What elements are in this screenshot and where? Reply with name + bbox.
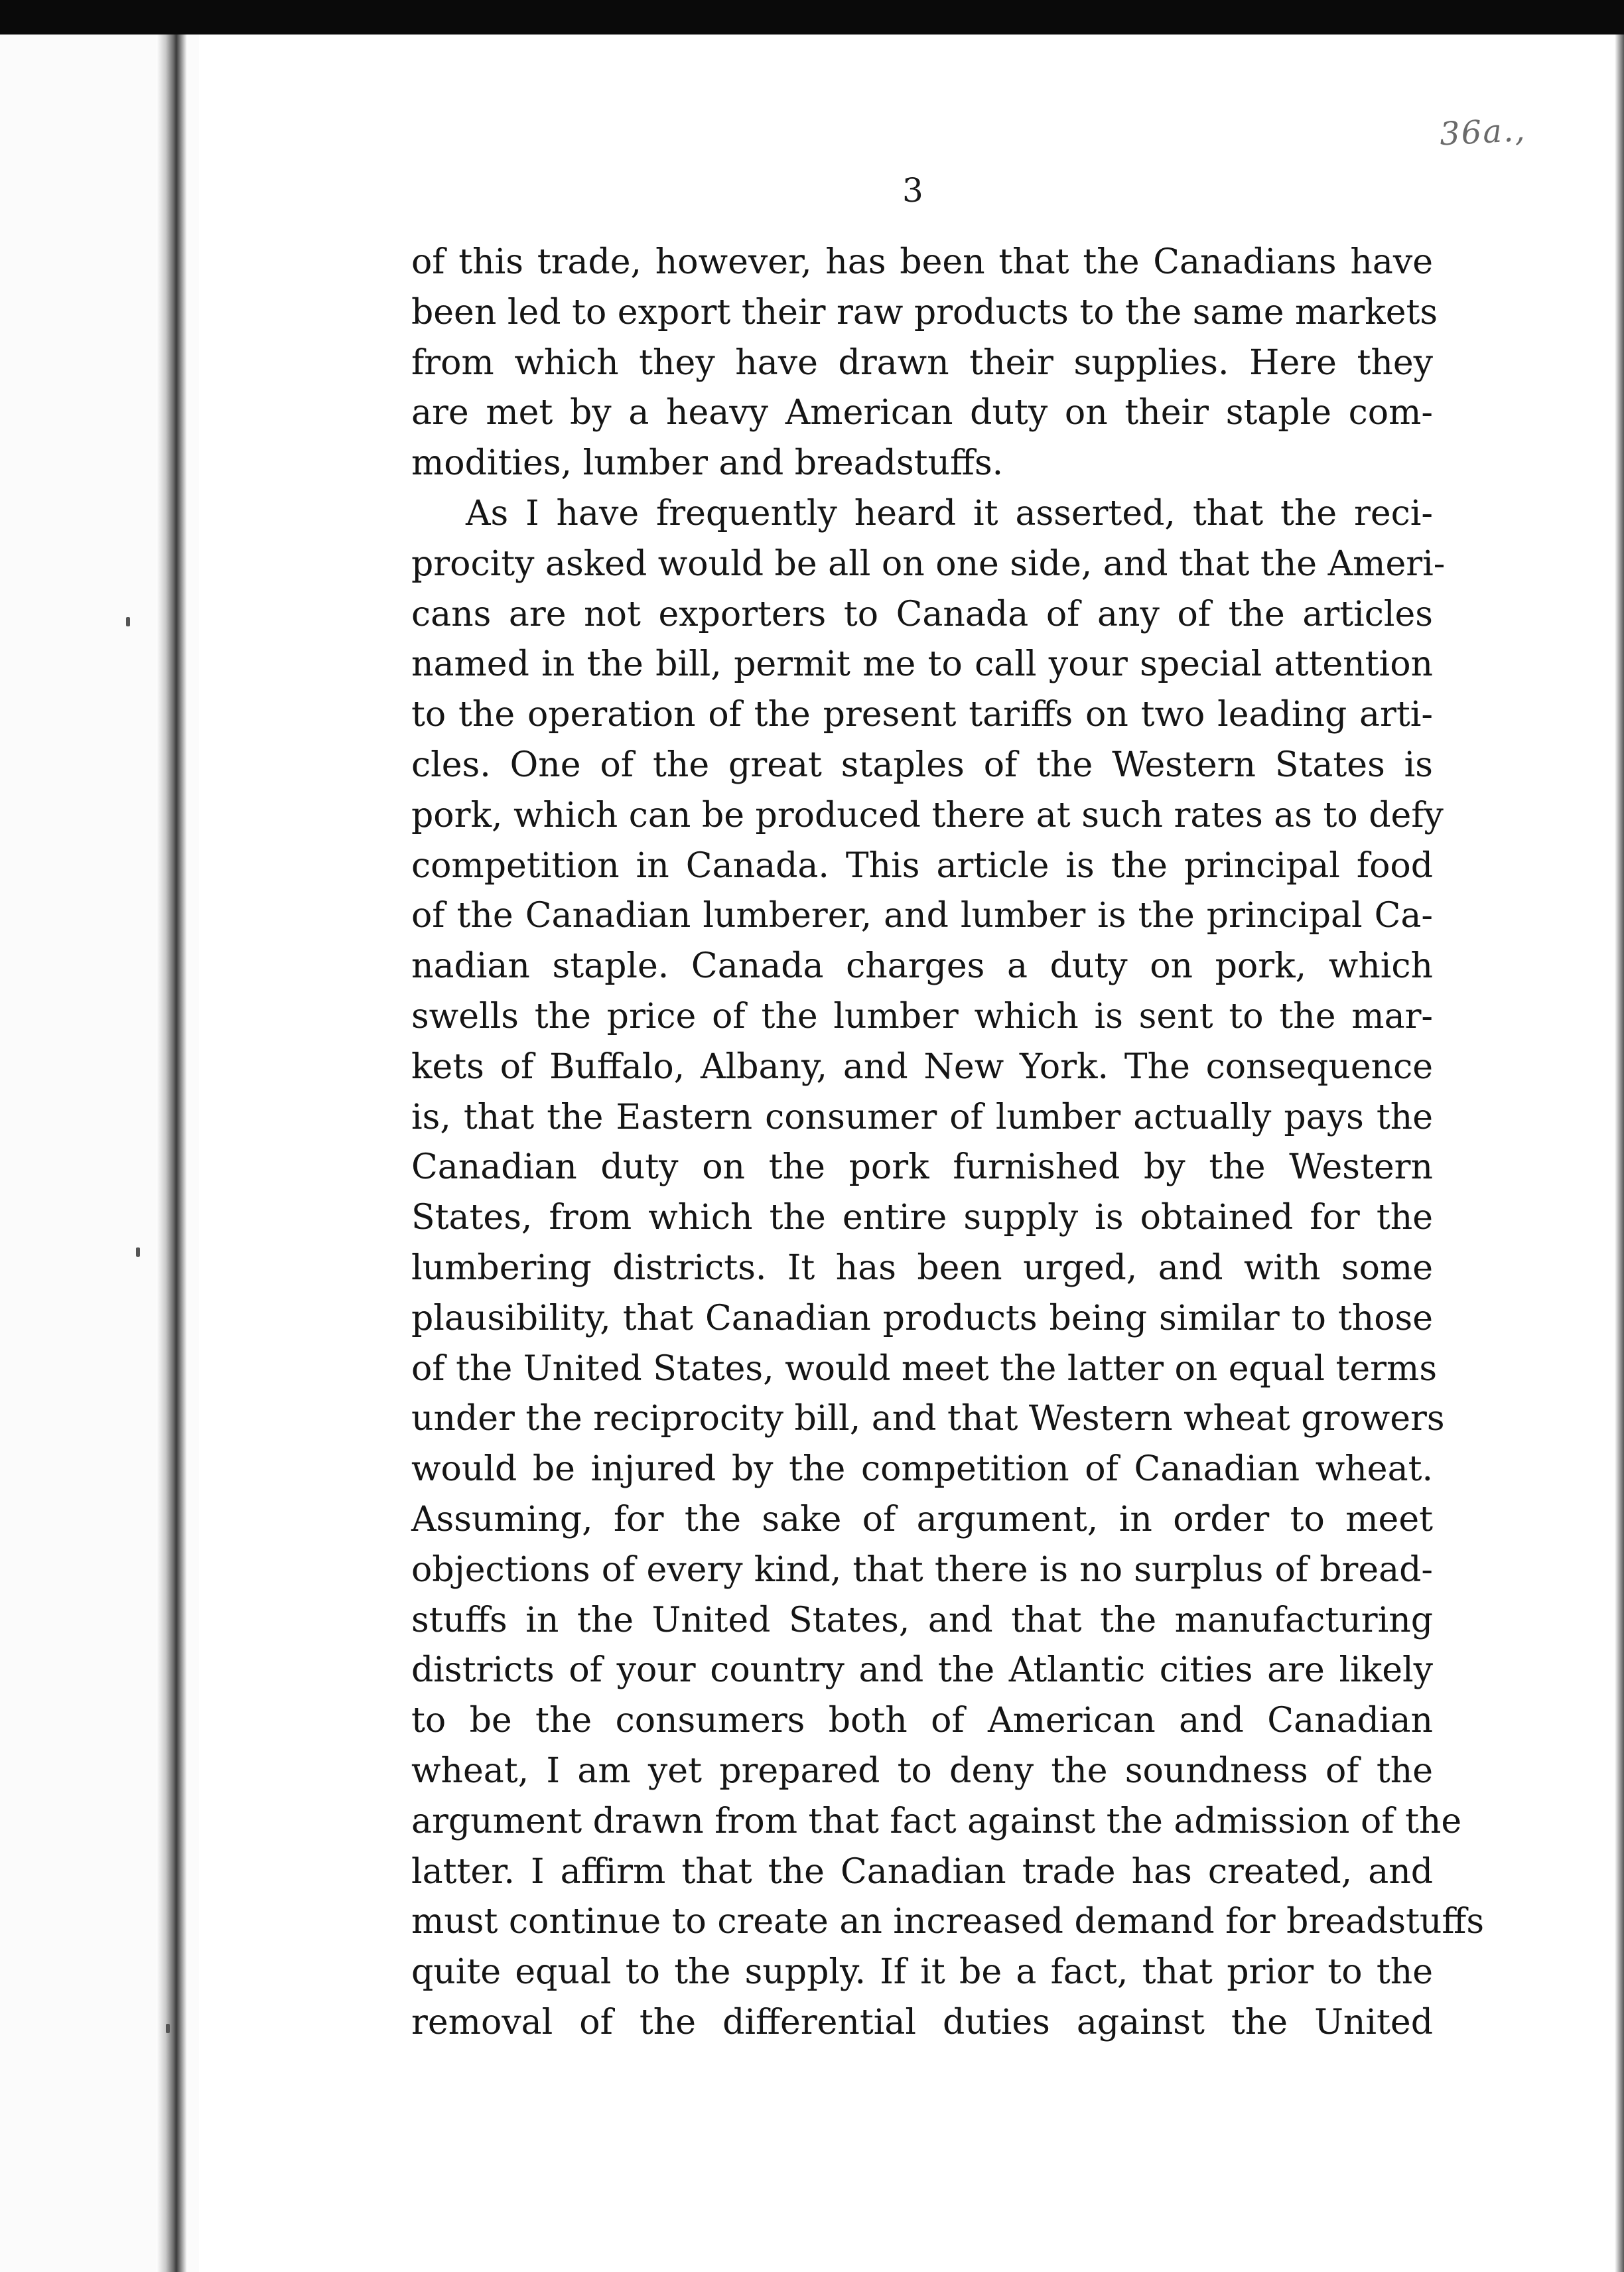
text-line: under the reciprocity bill, and that Western wheat growers	[411, 1399, 1445, 1439]
margin-speck	[136, 1247, 140, 1257]
text-line: nadian staple. Canada charges a duty on pork, which	[411, 946, 1433, 987]
book-gutter-shadow	[157, 35, 187, 2272]
text-line: named in the bill, permit me to call your special attention	[411, 644, 1433, 685]
body-text	[411, 238, 1485, 2048]
text-line: plausibility, that Canadian products being similar to those	[411, 1298, 1433, 1338]
text-line: would be injured by the competition of Canadian wheat.	[411, 1449, 1433, 1490]
text-line: of the United States, would meet the latter on equal terms	[411, 1348, 1438, 1389]
text-line: lumbering districts. It has been urged, and with some	[411, 1247, 1433, 1288]
page-number: 3	[902, 171, 923, 210]
text-line: objections of every kind, that there is no surplus of bread-	[411, 1549, 1433, 1590]
text-line: of this trade, however, has been that the Canadians have	[411, 242, 1433, 282]
text-line: cles. One of the great staples of the Western States is	[411, 745, 1433, 785]
text-line: argument drawn from that fact against the admission of the	[411, 1801, 1462, 1841]
text-line: from which they have drawn their supplies. Here they	[411, 342, 1433, 383]
margin-speck	[126, 617, 130, 626]
text-line: of the Canadian lumberer, and lumber is the principal Ca-	[411, 896, 1433, 936]
text-line: to be the consumers both of American and Canadian	[411, 1701, 1433, 1741]
text-line: States, from which the entire supply is obtained for the	[411, 1198, 1433, 1238]
margin-speck	[166, 2024, 170, 2033]
text-line: cans are not exporters to Canada of any of the articles	[411, 594, 1433, 634]
text-line: Canadian duty on the pork furnished by the Western	[411, 1147, 1433, 1188]
text-line: districts of your country and the Atlantic cities are likely	[411, 1650, 1433, 1691]
handwritten-annotation: 36a.,	[1438, 111, 1527, 153]
text-line: stuffs in the United States, and that the manufacturing	[411, 1600, 1433, 1640]
text-line: to the operation of the present tariffs on two leading arti-	[411, 695, 1433, 735]
text-line: must continue to create an increased demand for breadstuffs	[411, 1902, 1485, 1942]
text-line: wheat, I am yet prepared to deny the soundness of the	[411, 1750, 1433, 1791]
scan-border-top	[0, 0, 1624, 35]
text-line: is, that the Eastern consumer of lumber actually pays the	[411, 1097, 1433, 1137]
text-line: competition in Canada. This article is the principal food	[411, 845, 1433, 886]
text-line: modities, lumber and breadstuffs.	[411, 443, 1004, 484]
text-line: pork, which can be produced there at such rates as to defy	[411, 795, 1444, 835]
text-line: latter. I affirm that the Canadian trade has created, and	[411, 1851, 1433, 1892]
text-line: are met by a heavy American duty on their staple com-	[411, 393, 1433, 433]
text-line: As I have frequently heard it asserted, that the reci-	[466, 493, 1433, 533]
text-line: procity asked would be all on one side, and that the Ameri-	[411, 543, 1446, 584]
text-line: swells the price of the lumber which is sent to the mar-	[411, 996, 1433, 1036]
scan-border-right	[1615, 35, 1624, 2272]
text-line: Assuming, for the sake of argument, in order to meet	[411, 1499, 1433, 1539]
text-line: kets of Buffalo, Albany, and New York. The consequence	[411, 1046, 1433, 1087]
text-line: quite equal to the supply. If it be a fact, that prior to the	[411, 1952, 1433, 1993]
text-line: removal of the differential duties against the United	[411, 2002, 1433, 2042]
text-line: been led to export their raw products to the same markets	[411, 292, 1438, 332]
